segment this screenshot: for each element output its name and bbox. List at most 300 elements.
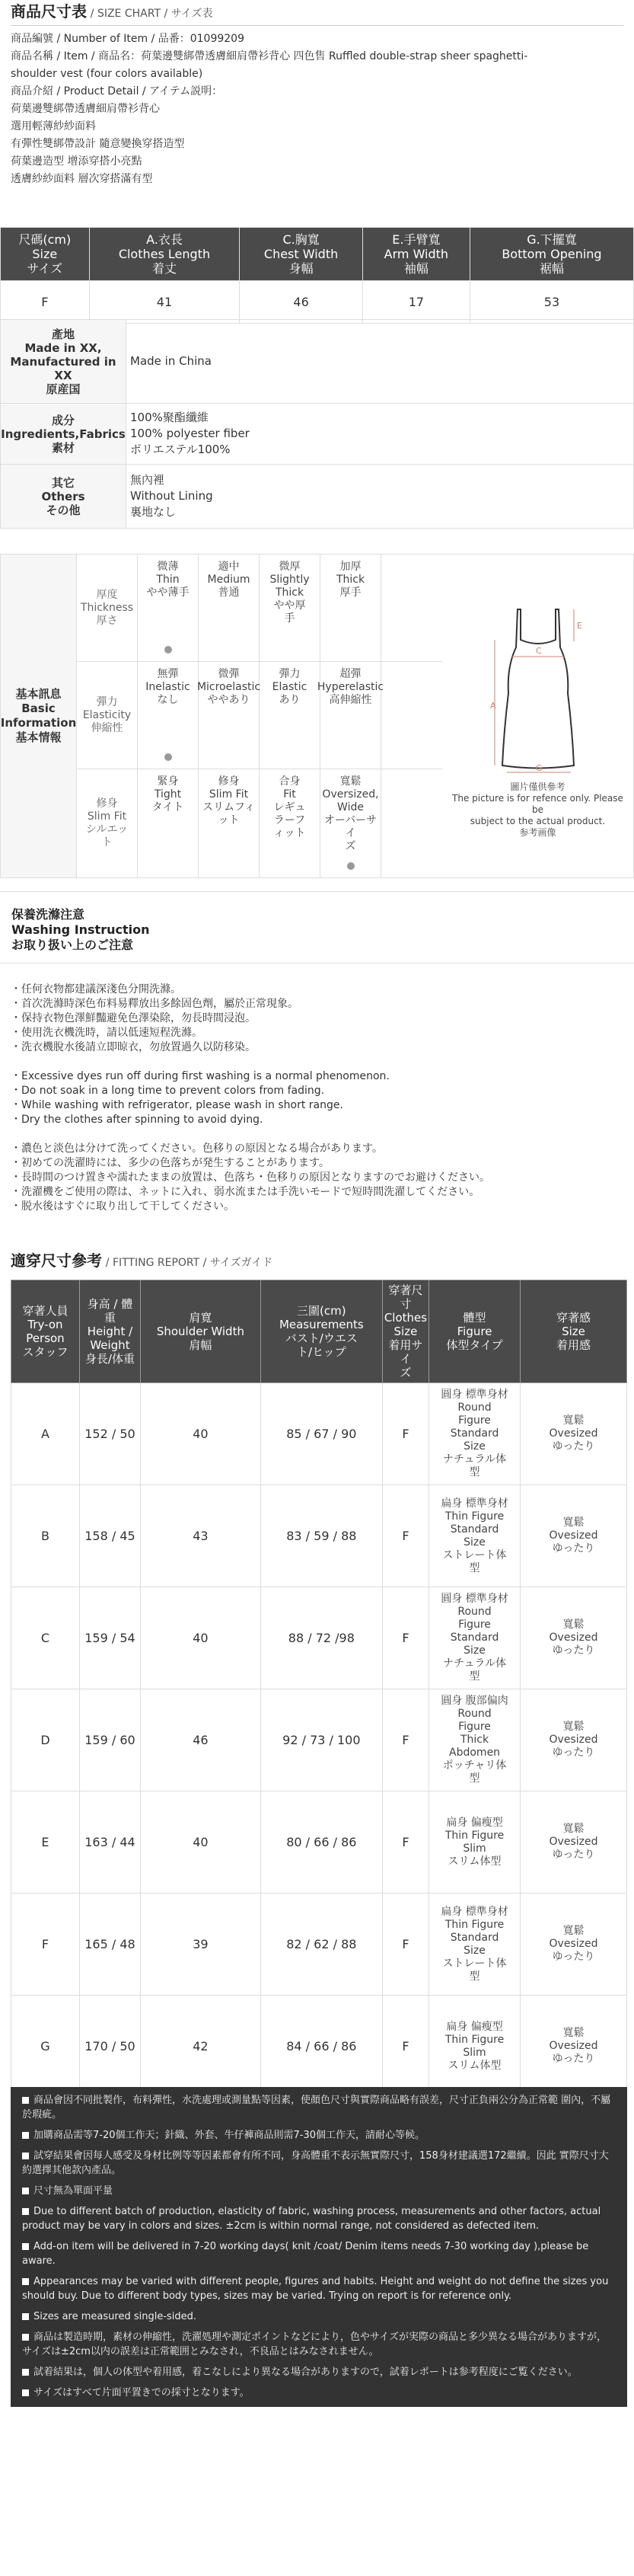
label-line: Others — [41, 489, 85, 503]
option-label — [199, 769, 259, 855]
figure-line: Size — [464, 1944, 486, 1957]
feel-cell — [521, 1894, 627, 1996]
eval-option — [138, 662, 199, 769]
note-item — [22, 2386, 616, 2400]
eval-option — [260, 555, 320, 661]
header-line: スタッフ — [22, 1345, 68, 1359]
feel-line: 寬鬆 — [562, 1619, 585, 1631]
option-dot-row — [199, 855, 259, 877]
selected-dot — [164, 753, 172, 761]
option-line: 適中 — [218, 561, 240, 573]
fit-col-header — [11, 1280, 80, 1383]
info-line: shoulder vest (four colors available) — [11, 68, 203, 80]
option-line: なし — [157, 694, 179, 706]
eval-row-head — [77, 769, 138, 877]
bullet-square — [22, 2188, 29, 2194]
figure-line: Figure — [458, 1414, 491, 1427]
label-line: 成分 — [51, 413, 75, 427]
value-line: 100% polyester fiber — [130, 427, 250, 440]
size-col-header — [1, 228, 90, 281]
fit-col-header — [140, 1280, 260, 1383]
option-line: レギュ — [273, 801, 306, 813]
head-line: 厚度 — [96, 588, 118, 601]
head-line: 彈力 — [96, 695, 118, 708]
bullet-square — [22, 2369, 29, 2376]
bullet-square — [22, 2389, 29, 2396]
option-line: Fit — [283, 788, 296, 801]
bullet-square — [22, 2278, 29, 2285]
feel-line: ゆったり — [552, 1542, 595, 1555]
eval-row — [77, 555, 442, 662]
value-line: ポリエステル100% — [130, 443, 231, 456]
option-dot-row — [320, 746, 381, 769]
header-line: Size — [32, 247, 58, 261]
bullet-square — [22, 2243, 29, 2250]
fit-col-header — [260, 1280, 382, 1383]
label-line: Ingredients,Fabrics — [1, 427, 126, 441]
height-weight-cell: 163 / 44 — [79, 1791, 140, 1894]
option-dot-row — [320, 855, 381, 877]
option-line: ズ — [345, 840, 356, 852]
option-label — [208, 555, 250, 638]
figure-line: Round — [457, 1708, 492, 1720]
shoulder-cell: 39 — [140, 1894, 260, 1996]
label-line: Made in XX, — [24, 340, 102, 355]
header-line: E.手臂寬 — [392, 232, 441, 247]
washing-header — [0, 891, 634, 964]
eval-option — [260, 769, 320, 877]
figure-line: 扁身 偏瘦型 — [446, 1816, 503, 1829]
fit-row — [11, 1485, 627, 1587]
clothes-size-cell: F — [382, 1791, 429, 1894]
bullet-square — [22, 2097, 29, 2104]
caption-line: subject to the actual product. — [470, 815, 606, 826]
header-line: 穿著人員 — [22, 1304, 68, 1318]
material-label — [1, 404, 126, 465]
header-line: 寸 — [400, 1297, 412, 1311]
eval-option — [196, 662, 261, 769]
feel-line: Ovesized — [549, 1427, 598, 1440]
caption-line: The picture is for refence only. Please be — [452, 792, 623, 815]
figure-line: Abdomen — [449, 1747, 501, 1759]
note-text: Sizes are measured single-sided. — [33, 2311, 197, 2322]
shoulder-cell: 43 — [140, 1485, 260, 1587]
caption-line: 参考画像 — [519, 826, 556, 838]
header-line: 穿著尺 — [388, 1283, 423, 1297]
clothes-size-cell: F — [382, 1485, 429, 1587]
label-line: 素材 — [51, 440, 75, 455]
figure-line: Standard — [450, 1523, 499, 1536]
option-line: Hyperelastic — [317, 681, 384, 693]
note-item — [22, 2365, 616, 2379]
note-item — [22, 2149, 616, 2178]
head-line: Thickness — [80, 601, 134, 614]
figure-cell — [429, 1587, 521, 1689]
option-line: 高伸縮性 — [329, 694, 372, 706]
info-line: 透膚紗紗面料 層次穿搭滿有型 — [11, 173, 153, 185]
header-line: バスト/ウエス — [285, 1331, 358, 1345]
figure-line: Size — [464, 1440, 486, 1453]
option-line: Thick — [336, 574, 365, 586]
material-value — [126, 320, 634, 404]
figure-line: ナチュラル体 — [442, 1453, 507, 1465]
size-row — [1, 281, 634, 324]
person-cell: E — [11, 1791, 80, 1894]
option-line: ややあり — [207, 694, 250, 706]
figure-line: Thin Figure — [444, 1918, 505, 1931]
fit-col-header — [382, 1280, 429, 1383]
option-dot-row — [320, 638, 381, 661]
feel-line: 寬鬆 — [562, 1414, 585, 1427]
header-line: Arm Width — [384, 247, 449, 261]
figure-label-g: G — [535, 762, 543, 773]
fit-row — [11, 1791, 627, 1894]
height-weight-cell: 170 / 50 — [79, 1996, 140, 2098]
header-line: 体型タイプ — [446, 1338, 503, 1352]
figure-line: 圓身 標準身材 — [441, 1593, 508, 1605]
header-line: Size — [562, 1325, 585, 1338]
header-line: Weight — [90, 1338, 130, 1352]
header-line: 身幅 — [288, 261, 314, 276]
info-line: 商品名稱 / Item / 商品名：荷葉邊雙綁帶透膚細肩帶衫背心 四色售 Ruffled double-strap sheer spaghetti- — [11, 50, 528, 62]
spacer — [11, 1055, 627, 1069]
info-line: 商品編號 / Number of Item / 品番：01099209 — [11, 33, 244, 45]
eval-row — [77, 769, 442, 877]
option-line: ラーフ — [273, 814, 306, 826]
height-weight-cell: 158 / 45 — [79, 1485, 140, 1587]
wash-note-zh: ・保持衣物色澤鮮豔避免色澤染除，勿長時間浸泡。 — [11, 1012, 256, 1024]
header-line: 身高 / 體 — [87, 1297, 133, 1311]
shoulder-cell: 40 — [140, 1383, 260, 1485]
info-line: 荷葉邊雙綁帶透膚細肩帶衫背心 — [11, 103, 160, 115]
material-section — [0, 319, 634, 529]
figure-line: Thin Figure — [444, 1510, 505, 1523]
washing-title-ja: お取り扱い上のご注意 — [11, 938, 134, 952]
clothes-size-cell: F — [382, 1689, 429, 1791]
note-item — [22, 2184, 616, 2198]
figure-line: 型 — [469, 1970, 480, 1983]
head-line: Slim Fit — [87, 810, 127, 823]
figure-line: Round — [457, 1606, 492, 1618]
figure-line: Thick — [460, 1734, 489, 1746]
note-item — [22, 2309, 616, 2324]
header-line: 着用感 — [556, 1338, 591, 1352]
option-dot-row — [138, 638, 198, 661]
eval-row — [77, 662, 442, 769]
option-line: 修身 — [218, 775, 240, 788]
fitting-header — [11, 1251, 623, 1274]
fit-row — [11, 1383, 627, 1485]
basic-info-title — [1, 555, 77, 877]
fitting-table — [11, 1280, 627, 2098]
eval-option — [199, 769, 260, 877]
feel-cell — [521, 1587, 627, 1689]
shoulder-cell: 40 — [140, 1791, 260, 1894]
eval-row-head — [77, 662, 138, 769]
feel-cell — [521, 1791, 627, 1894]
feel-line: Ovesized — [549, 1734, 598, 1746]
option-line: やや薄手 — [146, 586, 190, 599]
title-line: Information — [0, 716, 77, 730]
option-line: Thick — [275, 586, 304, 599]
feel-line: Ovesized — [549, 1836, 598, 1848]
figure-cell — [429, 1689, 521, 1791]
option-label — [145, 662, 190, 746]
option-line: オーバーサイ — [323, 814, 378, 839]
header-line: 三圍(cm) — [297, 1304, 346, 1318]
wash-note-ja: ・長時間のつけ置きや濡れたままの放置は、色落ち・色移りの原因となりますのでお避けください。 — [11, 1171, 490, 1184]
option-line: Slim Fit — [209, 788, 249, 801]
info-line: 商品介紹 / Product Detail / アイテム説明： — [11, 85, 223, 97]
note-item — [22, 2093, 616, 2122]
title-line: 基本情報 — [15, 730, 62, 744]
size-col-header — [240, 228, 363, 281]
info-line: 荷葉邊造型 增添穿搭小亮點 — [11, 155, 142, 168]
value-line: 100%聚酯纖維 — [130, 411, 209, 424]
option-line: 無彈 — [157, 668, 179, 680]
wash-note-en: ・Do not soak in a long time to prevent colors from fading. — [11, 1085, 325, 1097]
note-item — [22, 2128, 616, 2143]
person-cell: F — [11, 1894, 80, 1996]
note-text: 商品は製造時期，素材の伸縮性，洗濯処理や測定ポイントなどにより，色やサイズが実際の商品と多少異なる場合がありますが，サイズは±2cm以内の誤差は正常範囲とみなされ，不良品とはみなされません。 — [22, 2332, 607, 2357]
figure-label-a: A — [489, 700, 496, 711]
header-line: Figure — [457, 1325, 492, 1338]
notes-section — [11, 2087, 627, 2407]
size-chart — [0, 227, 634, 324]
eval-option — [260, 662, 320, 769]
eval-option — [138, 555, 199, 661]
head-line: Elasticity — [82, 708, 132, 721]
wash-note-en: ・Dry the clothes after spinning to avoid dying. — [11, 1114, 263, 1126]
feel-line: ゆったり — [552, 2053, 595, 2065]
size-cell: F — [1, 281, 90, 324]
clothes-size-cell: F — [382, 1383, 429, 1485]
head-line: シルエッ — [85, 823, 129, 836]
option-line: Microelastic — [196, 681, 261, 693]
note-text: 加購商品需等7-20個工作天；針織、外套、牛仔褲商品則需7-30個工作天，請耐心等候。 — [33, 2130, 425, 2141]
option-line: Slightly — [269, 574, 310, 586]
fit-col-header — [521, 1280, 627, 1383]
feel-line: Ovesized — [549, 1632, 598, 1644]
garment-figure — [442, 555, 633, 877]
page-title: 商品尺寸表 — [11, 2, 87, 21]
measurements-cell: 80 / 66 / 86 — [260, 1791, 382, 1894]
option-line: 寬鬆 — [339, 775, 362, 788]
measurements-cell: 85 / 67 / 90 — [260, 1383, 382, 1485]
info-line: 有彈性雙綁帶設計 隨意變換穿搭造型 — [11, 138, 185, 150]
wash-note-ja: ・脱水後はすぐに取り出して干してください。 — [11, 1200, 234, 1213]
note-text: 尺寸無為單面平量 — [33, 2185, 113, 2197]
header-line: Height / — [87, 1325, 133, 1338]
figure-label-e: E — [576, 620, 582, 631]
value-line: 裏地なし — [130, 505, 177, 519]
label-line: XX — [54, 368, 72, 382]
material-value — [126, 404, 634, 465]
height-weight-cell: 159 / 54 — [79, 1587, 140, 1689]
feel-line: Ovesized — [549, 1938, 598, 1950]
figure-line: Figure — [458, 1721, 491, 1733]
size-table — [0, 227, 634, 324]
title-line: 基本訊息 — [15, 687, 62, 701]
eval-option — [320, 769, 381, 877]
size-cell: 46 — [240, 281, 363, 324]
figure-line: 型 — [469, 1670, 480, 1683]
header-line: 體型 — [463, 1311, 486, 1325]
feel-cell — [521, 1485, 627, 1587]
header-line: C.胸寬 — [282, 232, 320, 247]
bullet-square — [22, 2334, 29, 2341]
material-value — [126, 465, 634, 529]
header-line: Measurements — [279, 1318, 364, 1331]
figure-line: 型 — [469, 1772, 480, 1785]
option-dot-row — [199, 746, 259, 769]
header-line: Clothes Length — [118, 247, 211, 261]
fit-row — [11, 1587, 627, 1689]
size-cell: 17 — [362, 281, 470, 324]
option-dot-row — [260, 638, 320, 661]
clothes-size-cell: F — [382, 1996, 429, 2098]
head-line: 修身 — [96, 797, 118, 810]
basic-info-grid — [77, 555, 442, 877]
figure-line: Standard — [450, 1931, 499, 1944]
figure-label-c: C — [535, 645, 542, 656]
feel-line: 寬鬆 — [562, 1517, 585, 1529]
header-line: 着用サイ — [388, 1338, 423, 1366]
header-line: 袖幅 — [403, 261, 429, 276]
wash-note-zh: ・任何衣物都建議深淺色分開洗滌。 — [11, 983, 181, 996]
caption-line: 圖片僅供參考 — [510, 781, 566, 792]
label-line: 產地 — [51, 327, 75, 341]
header-line: 肩幅 — [189, 1338, 212, 1352]
head-line: 伸縮性 — [91, 721, 123, 734]
figure-line: Slim — [463, 2046, 486, 2059]
head-line: ト — [101, 836, 113, 849]
feel-line: Ovesized — [549, 2040, 598, 2052]
bullet-square — [22, 2153, 29, 2159]
option-line: スリムフィット — [202, 801, 255, 826]
washing-title-en: Washing Instruction — [11, 922, 150, 937]
feel-line: ゆったり — [552, 1440, 595, 1453]
garment-diagram — [473, 594, 603, 777]
header-line: 穿著感 — [556, 1311, 591, 1325]
info-line: 選用輕薄紗紗面料 — [11, 120, 96, 133]
header-line: 裾幅 — [539, 261, 564, 276]
figure-line: 型 — [469, 1561, 480, 1574]
figure-line: 圓身 腹部偏肉 — [441, 1695, 508, 1707]
figure-line: ポッチャリ体 — [442, 1759, 507, 1772]
header-line: サイズ — [27, 261, 63, 276]
option-label — [272, 662, 307, 746]
title-line: Basic — [21, 702, 56, 715]
wash-note-zh: ・首次洗滌時深色布料易釋放出多餘固色劑，屬於正常現象。 — [11, 998, 298, 1010]
material-table — [0, 319, 634, 529]
person-cell: B — [11, 1485, 80, 1587]
option-line: 緊身 — [157, 775, 179, 788]
figure-cell — [429, 1894, 521, 1996]
option-line: Inelastic — [145, 681, 190, 693]
option-dot-row — [199, 638, 259, 661]
value-line: Without Lining — [130, 489, 213, 503]
option-line: Wide — [337, 801, 364, 813]
fit-row — [11, 1689, 627, 1791]
washing-notes — [11, 983, 627, 1214]
wash-note-ja: ・濃色と淡色は分けて洗ってください。色移りの原因となる場合があります。 — [11, 1143, 383, 1155]
option-label — [152, 769, 184, 855]
figure-line: 扁身 偏瘦型 — [446, 2020, 503, 2033]
option-line: 手 — [284, 612, 295, 625]
header-line: ズ — [400, 1366, 412, 1379]
shoulder-cell: 40 — [140, 1587, 260, 1689]
bullet-square — [22, 2132, 29, 2139]
note-item — [22, 2330, 616, 2359]
note-text: 試着結果は，個人の体型や着用感，着こなしにより異なる場合がありますので，試着レポートは参考程度にご覧ください。 — [33, 2367, 578, 2378]
figure-line: スリム体型 — [448, 2059, 502, 2072]
figure-line: ナチュラル体 — [442, 1657, 507, 1670]
option-line: 彈力 — [279, 668, 301, 680]
fit-row — [11, 1996, 627, 2098]
fitting-subtitle: / FITTING REPORT / サイズガイド — [105, 1257, 273, 1269]
option-dot-row — [138, 855, 198, 877]
option-dot-row — [260, 855, 320, 877]
page-subtitle: / SIZE CHART / サイズ表 — [90, 8, 213, 20]
header-line: A.衣長 — [146, 232, 183, 247]
header — [11, 2, 623, 26]
wash-note-zh: ・洗衣機脫水後請立即晾衣，勿放置過久以防移染。 — [11, 1041, 256, 1053]
header-line: ト/ヒップ — [297, 1345, 346, 1359]
figure-line: Size — [464, 1536, 486, 1548]
option-line: やや厚 — [273, 599, 306, 612]
label-line: 其它 — [51, 475, 75, 490]
measurements-cell: 84 / 66 / 86 — [260, 1996, 382, 2098]
figure-cell — [429, 1485, 521, 1587]
feel-line: 寬鬆 — [562, 1721, 585, 1733]
option-line: 微彈 — [218, 668, 240, 680]
figure-cell — [429, 1791, 521, 1894]
note-text: 試穿結果會因每人感受及身材比例等等因素都會有所不同，身高體重不表示無實際尺寸，158身材建議選172繼續。因此 實際尺寸大約選擇其他款內產品。 — [22, 2150, 609, 2176]
eval-row-head — [77, 555, 138, 661]
wash-note-en: ・Excessive dyes run off during first washing is a normal phenomenon. — [11, 1070, 390, 1082]
wash-note-en: ・While washing with refrigerator, please wash in short range. — [11, 1099, 343, 1111]
height-weight-cell: 165 / 48 — [79, 1894, 140, 1996]
wash-note-ja: ・洗濯機をご使用の際は、ネットに入れ、弱水流または手洗いモードで短時間洗濯してください。 — [11, 1186, 480, 1198]
header-line: Size — [393, 1325, 418, 1338]
option-line: Oversized, — [322, 788, 379, 801]
option-label — [274, 769, 306, 855]
value-line: 無內裡 — [130, 473, 165, 487]
option-line: 加厚 — [339, 561, 362, 573]
size-col-header — [89, 228, 240, 281]
option-line: ィット — [273, 827, 306, 839]
header-line: Shoulder Width — [156, 1325, 244, 1338]
figure-line: Standard — [450, 1427, 499, 1440]
basic-info — [0, 554, 634, 878]
label-line: その他 — [46, 503, 81, 517]
figure-line: 扁身 標準身材 — [441, 1497, 508, 1510]
height-weight-cell: 152 / 50 — [79, 1383, 140, 1485]
figure-line: ストレート体 — [442, 1548, 507, 1561]
header-line: 重 — [104, 1311, 116, 1325]
header-line: Bottom Opening — [502, 247, 602, 261]
label-line: 原産国 — [46, 382, 81, 396]
header-line: Try-on — [27, 1318, 63, 1331]
clothes-size-cell: F — [382, 1587, 429, 1689]
header-line: 身長/体重 — [84, 1352, 135, 1366]
person-cell: C — [11, 1587, 80, 1689]
figure-line: Standard — [450, 1632, 499, 1644]
header-line: Person — [26, 1331, 65, 1345]
note-text: サイズはすべて片面平置きでの採寸となります。 — [33, 2387, 250, 2399]
shoulder-cell: 46 — [140, 1689, 260, 1791]
